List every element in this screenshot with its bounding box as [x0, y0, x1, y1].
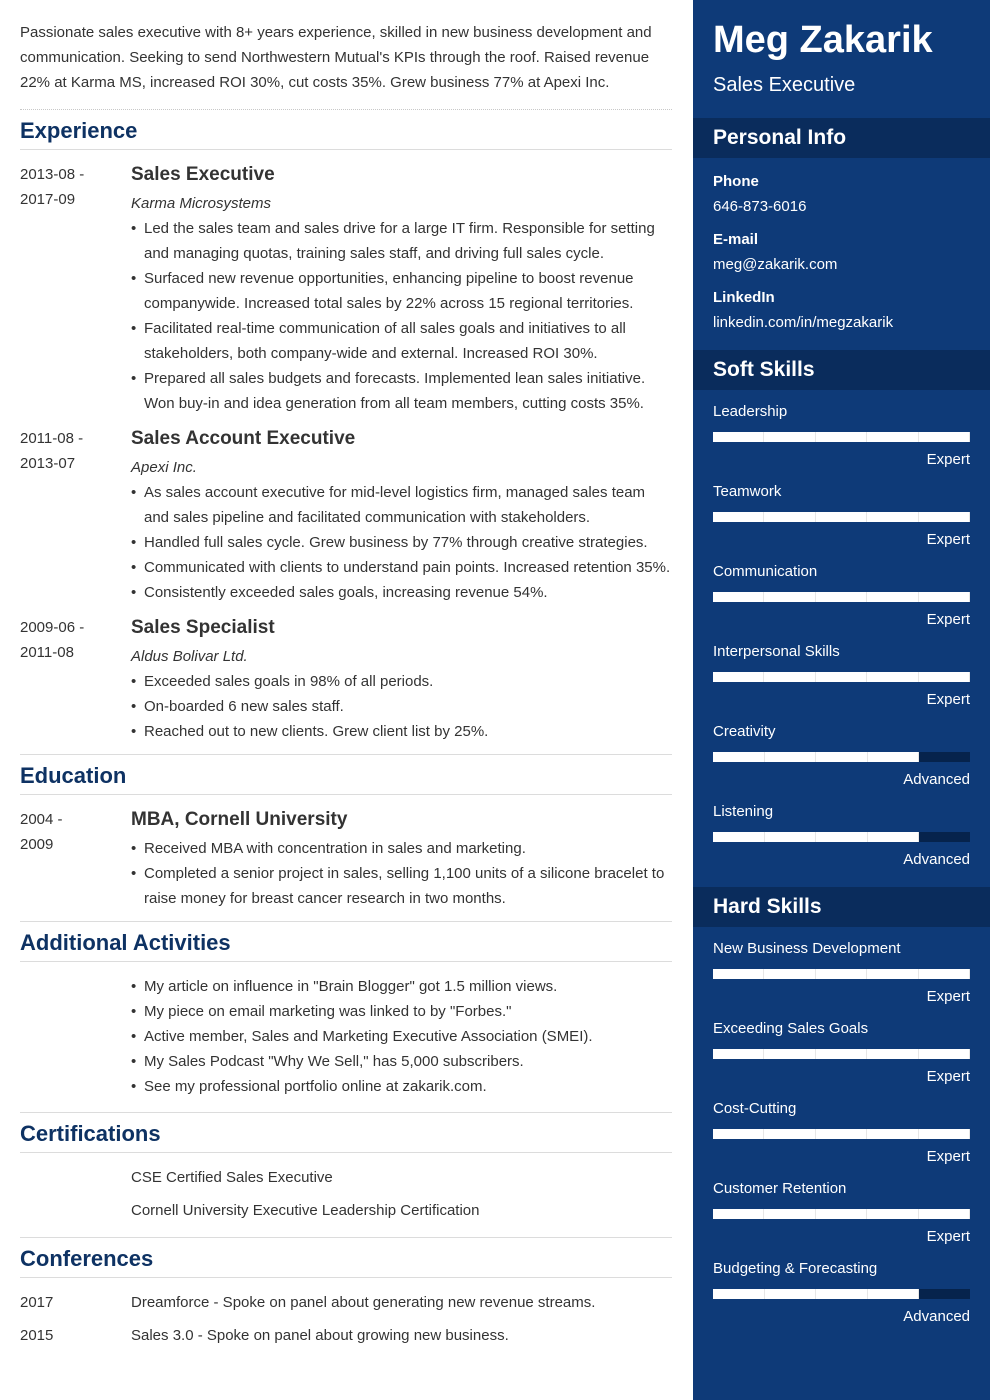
skill-bar-filled	[713, 512, 764, 522]
skill-bar-filled	[816, 832, 868, 842]
hard-skills-heading: Hard Skills	[693, 887, 990, 927]
skill-bar-filled	[765, 752, 817, 762]
skill-bar-filled	[713, 832, 765, 842]
skill-name: Teamwork	[713, 483, 782, 500]
activities-bullets	[131, 974, 672, 1099]
job-entry	[20, 162, 672, 416]
skill-bar-filled	[867, 1129, 918, 1139]
conference-year: 2017	[20, 1294, 54, 1311]
skill-rating-bar	[713, 592, 970, 602]
skill-item	[693, 927, 990, 1007]
bullet-item: • Received MBA with concentration in sales and marketing.	[131, 836, 672, 861]
skill-bar-filled	[764, 969, 815, 979]
skill-name: Communication	[713, 563, 818, 580]
bullet-item: • Led the sales team and sales drive for a large IT firm. Responsible for setting and managing quotas, training sales staff, and driving full sales cycle.	[131, 216, 672, 266]
skill-level: Expert	[926, 611, 970, 628]
skill-bar-filled	[868, 752, 920, 762]
skill-bar-filled	[867, 969, 918, 979]
skill-bar-filled	[765, 1289, 817, 1299]
email-value[interactable]: meg@zakarik.com	[713, 256, 838, 273]
profile-role: Sales Executive	[713, 74, 856, 96]
job-date-end: 2013-07	[20, 455, 76, 472]
skill-bar-filled	[919, 969, 970, 979]
bullet-item: • Active member, Sales and Marketing Executive Association (SMEI).	[131, 1024, 672, 1049]
skill-bar-filled	[868, 832, 920, 842]
bullet-item: • My Sales Podcast "Why We Sell," has 5,000 subscribers.	[131, 1049, 672, 1074]
bullet-item: • See my professional portfolio online at zakarik.com.	[131, 1074, 672, 1099]
skill-name: Listening	[713, 803, 774, 820]
skill-level: Expert	[926, 1148, 970, 1165]
job-body	[131, 615, 672, 744]
conference-text: Dreamforce - Spoke on panel about generating new revenue streams.	[131, 1294, 596, 1311]
skill-bar-filled	[867, 592, 918, 602]
skill-rating-bar	[713, 1129, 970, 1139]
skill-bar-filled	[764, 432, 815, 442]
conference-item	[20, 1290, 672, 1315]
skill-item	[693, 630, 990, 710]
skill-name: Creativity	[713, 723, 776, 740]
job-date-start: 2013-08 -	[20, 166, 85, 183]
skill-level: Advanced	[903, 1308, 970, 1325]
skill-rating-bar	[713, 752, 970, 762]
job-date-start: 2011-08 -	[20, 430, 84, 447]
skill-rating-bar	[713, 512, 970, 522]
skill-rating-bar	[713, 672, 970, 682]
skill-bar-filled	[713, 1289, 765, 1299]
skill-bar-filled	[867, 512, 918, 522]
skill-bar-filled	[816, 592, 867, 602]
job-title: Sales Executive	[131, 164, 275, 185]
bullet-item: • Communicated with clients to understand pain points. Increased retention 35%.	[131, 555, 672, 580]
certification-text: CSE Certified Sales Executive	[131, 1169, 333, 1186]
job-company: Karma Microsystems	[131, 195, 272, 212]
certification-item	[20, 1198, 672, 1223]
skill-bar-filled	[919, 1209, 970, 1219]
skill-item	[693, 710, 990, 790]
skill-bar-filled	[764, 1129, 815, 1139]
job-body	[131, 162, 672, 416]
skill-bar-filled	[713, 1209, 764, 1219]
job-date	[20, 615, 131, 744]
bullet-item: • On-boarded 6 new sales staff.	[131, 694, 672, 719]
skill-bar-filled	[713, 1049, 764, 1059]
skill-bar-filled	[867, 672, 918, 682]
skill-bar-filled	[919, 432, 970, 442]
skill-bar-filled	[816, 672, 867, 682]
skill-bar-filled	[816, 1049, 867, 1059]
skill-item	[693, 1247, 990, 1327]
skill-item	[693, 390, 990, 470]
skill-bar-filled	[919, 672, 970, 682]
skill-item	[693, 1167, 990, 1247]
bullet-item: • Reached out to new clients. Grew client list by 25%.	[131, 719, 672, 744]
education-heading: Education	[20, 755, 672, 795]
conference-list	[20, 1290, 672, 1348]
skill-level: Advanced	[903, 771, 970, 788]
phone-label: Phone	[713, 173, 759, 190]
bullet-item: • Exceeded sales goals in 98% of all periods.	[131, 669, 672, 694]
skill-rating-bar	[713, 1289, 970, 1299]
skill-item	[693, 470, 990, 550]
skill-level: Expert	[926, 691, 970, 708]
conferences-section	[20, 1238, 672, 1348]
linkedin-value[interactable]: linkedin.com/in/megzakarik	[713, 314, 894, 331]
bullet-item: • My article on influence in "Brain Blogger" got 1.5 million views.	[131, 974, 672, 999]
bullet-item: • Handled full sales cycle. Grew business by 77% through creative strategies.	[131, 530, 672, 555]
bullet-item: • Facilitated real-time communication of all sales goals and initiatives to all stakeholders, both company-wide and external. Increased ROI 30%.	[131, 316, 672, 366]
job-date-end: 2011-08	[20, 644, 74, 661]
skill-name: Interpersonal Skills	[713, 643, 840, 660]
skill-name: Cost-Cutting	[713, 1100, 797, 1117]
skill-rating-bar	[713, 432, 970, 442]
job-bullets	[131, 669, 672, 744]
bullet-item: • My piece on email marketing was linked to by "Forbes."	[131, 999, 672, 1024]
job-title: Sales Account Executive	[131, 428, 356, 449]
phone-value: 646-873-6016	[713, 198, 807, 215]
job-date-end: 2017-09	[20, 191, 76, 208]
skill-bar-filled	[816, 1289, 868, 1299]
skill-level: Expert	[926, 531, 970, 548]
skill-item	[693, 790, 990, 870]
conferences-heading: Conferences	[20, 1238, 672, 1278]
experience-section	[20, 110, 672, 755]
skill-rating-bar	[713, 832, 970, 842]
skill-bar-filled	[919, 592, 970, 602]
skill-name: Exceeding Sales Goals	[713, 1020, 869, 1037]
skill-bar-filled	[919, 512, 970, 522]
email-label: E-mail	[713, 231, 759, 248]
bullet-item: • Completed a senior project in sales, selling 1,100 units of a silicone bracelet to raise money for breast cancer research in two months.	[131, 861, 672, 911]
skill-bar-filled	[764, 512, 815, 522]
skill-bar-filled	[713, 1129, 764, 1139]
skill-bar-filled	[713, 432, 764, 442]
hard-skill-list	[693, 927, 990, 1327]
education-bullets	[131, 836, 672, 911]
skill-bar-filled	[713, 752, 765, 762]
skill-item	[693, 1007, 990, 1087]
education-section	[20, 755, 672, 922]
skill-bar-filled	[713, 969, 764, 979]
profile-name: Meg Zakarik	[713, 19, 933, 61]
skill-bar-filled	[816, 512, 867, 522]
skill-bar-filled	[816, 969, 867, 979]
skill-bar-filled	[816, 752, 868, 762]
job-bullets	[131, 216, 672, 416]
job-list	[20, 162, 672, 744]
sidebar	[693, 0, 990, 1400]
activities-section	[20, 922, 672, 1113]
experience-heading: Experience	[20, 110, 672, 150]
bullet-item: • Prepared all sales budgets and forecasts. Implemented lean sales initiative. Won buy-in and idea generation from all team members, cutting costs 35%.	[131, 366, 672, 416]
skill-rating-bar	[713, 1049, 970, 1059]
summary-text: Passionate sales executive with 8+ years experience, skilled in new business development and communication. Seeking to send Northwestern Mutual's KPIs through the roof. Raised revenue 22% at Karma MS, increased ROI 30%, cut costs 35%. Grew business 77% at Apexi Inc.	[20, 0, 672, 110]
certifications-heading: Certifications	[20, 1113, 672, 1153]
job-company: Aldus Bolivar Ltd.	[131, 648, 248, 665]
skill-name: Customer Retention	[713, 1180, 847, 1197]
skill-rating-bar	[713, 969, 970, 979]
bullet-item: • Surfaced new revenue opportunities, enhancing pipeline to boost revenue companywide. Increased total sales by 22% across 15 regional territories.	[131, 266, 672, 316]
education-entry	[20, 807, 672, 911]
activities-heading: Additional Activities	[20, 922, 672, 962]
job-entry	[20, 615, 672, 744]
skill-bar-filled	[919, 1129, 970, 1139]
skill-name: Leadership	[713, 403, 788, 420]
skill-item	[693, 1087, 990, 1167]
personal-info-heading: Personal Info	[693, 118, 990, 158]
certifications-section	[20, 1113, 672, 1238]
job-body	[131, 426, 672, 605]
skill-bar-filled	[867, 1209, 918, 1219]
skill-level: Expert	[926, 1068, 970, 1085]
skill-level: Advanced	[903, 851, 970, 868]
skill-bar-filled	[816, 1209, 867, 1219]
education-date-start: 2004 -	[20, 811, 63, 828]
bullet-item: • Consistently exceeded sales goals, increasing revenue 54%.	[131, 580, 672, 605]
soft-skills-heading: Soft Skills	[693, 350, 990, 390]
skill-bar-empty	[919, 832, 970, 842]
bullet-item: • As sales account executive for mid-level logistics firm, managed sales team and sales pipeline and facilitated communication with stakeholders.	[131, 480, 672, 530]
education-degree: MBA, Cornell University	[131, 809, 348, 830]
skill-bar-filled	[867, 1049, 918, 1059]
skill-bar-empty	[919, 752, 970, 762]
certification-text: Cornell University Executive Leadership Certification	[131, 1202, 480, 1219]
job-bullets	[131, 480, 672, 605]
skill-level: Expert	[926, 1228, 970, 1245]
skill-bar-empty	[919, 1289, 970, 1299]
job-title: Sales Specialist	[131, 617, 275, 638]
skill-bar-filled	[765, 832, 817, 842]
job-company: Apexi Inc.	[131, 459, 197, 476]
job-date	[20, 162, 131, 416]
skill-name: Budgeting & Forecasting	[713, 1260, 878, 1277]
skill-item	[693, 550, 990, 630]
skill-bar-filled	[764, 672, 815, 682]
education-date-end: 2009	[20, 836, 54, 853]
skill-bar-filled	[713, 592, 764, 602]
main-column	[20, 0, 672, 1356]
skill-bar-filled	[713, 672, 764, 682]
skill-bar-filled	[764, 1049, 815, 1059]
skill-bar-filled	[764, 1209, 815, 1219]
skill-level: Expert	[926, 988, 970, 1005]
skill-rating-bar	[713, 1209, 970, 1219]
skill-bar-filled	[816, 1129, 867, 1139]
job-entry	[20, 426, 672, 605]
job-date	[20, 426, 131, 605]
certification-list	[20, 1165, 672, 1223]
conference-text: Sales 3.0 - Spoke on panel about growing new business.	[131, 1327, 509, 1344]
skill-name: New Business Development	[713, 940, 901, 957]
conference-year: 2015	[20, 1327, 54, 1344]
skill-bar-filled	[764, 592, 815, 602]
skill-bar-filled	[919, 1049, 970, 1059]
education-date	[20, 807, 131, 911]
soft-skill-list	[693, 390, 990, 887]
linkedin-label: LinkedIn	[713, 289, 775, 306]
skill-bar-filled	[867, 432, 918, 442]
job-date-start: 2009-06 -	[20, 619, 85, 636]
conference-item	[20, 1323, 672, 1348]
skill-level: Expert	[926, 451, 970, 468]
certification-item	[20, 1165, 672, 1190]
personal-info	[693, 158, 990, 350]
skill-bar-filled	[868, 1289, 920, 1299]
skill-bar-filled	[816, 432, 867, 442]
